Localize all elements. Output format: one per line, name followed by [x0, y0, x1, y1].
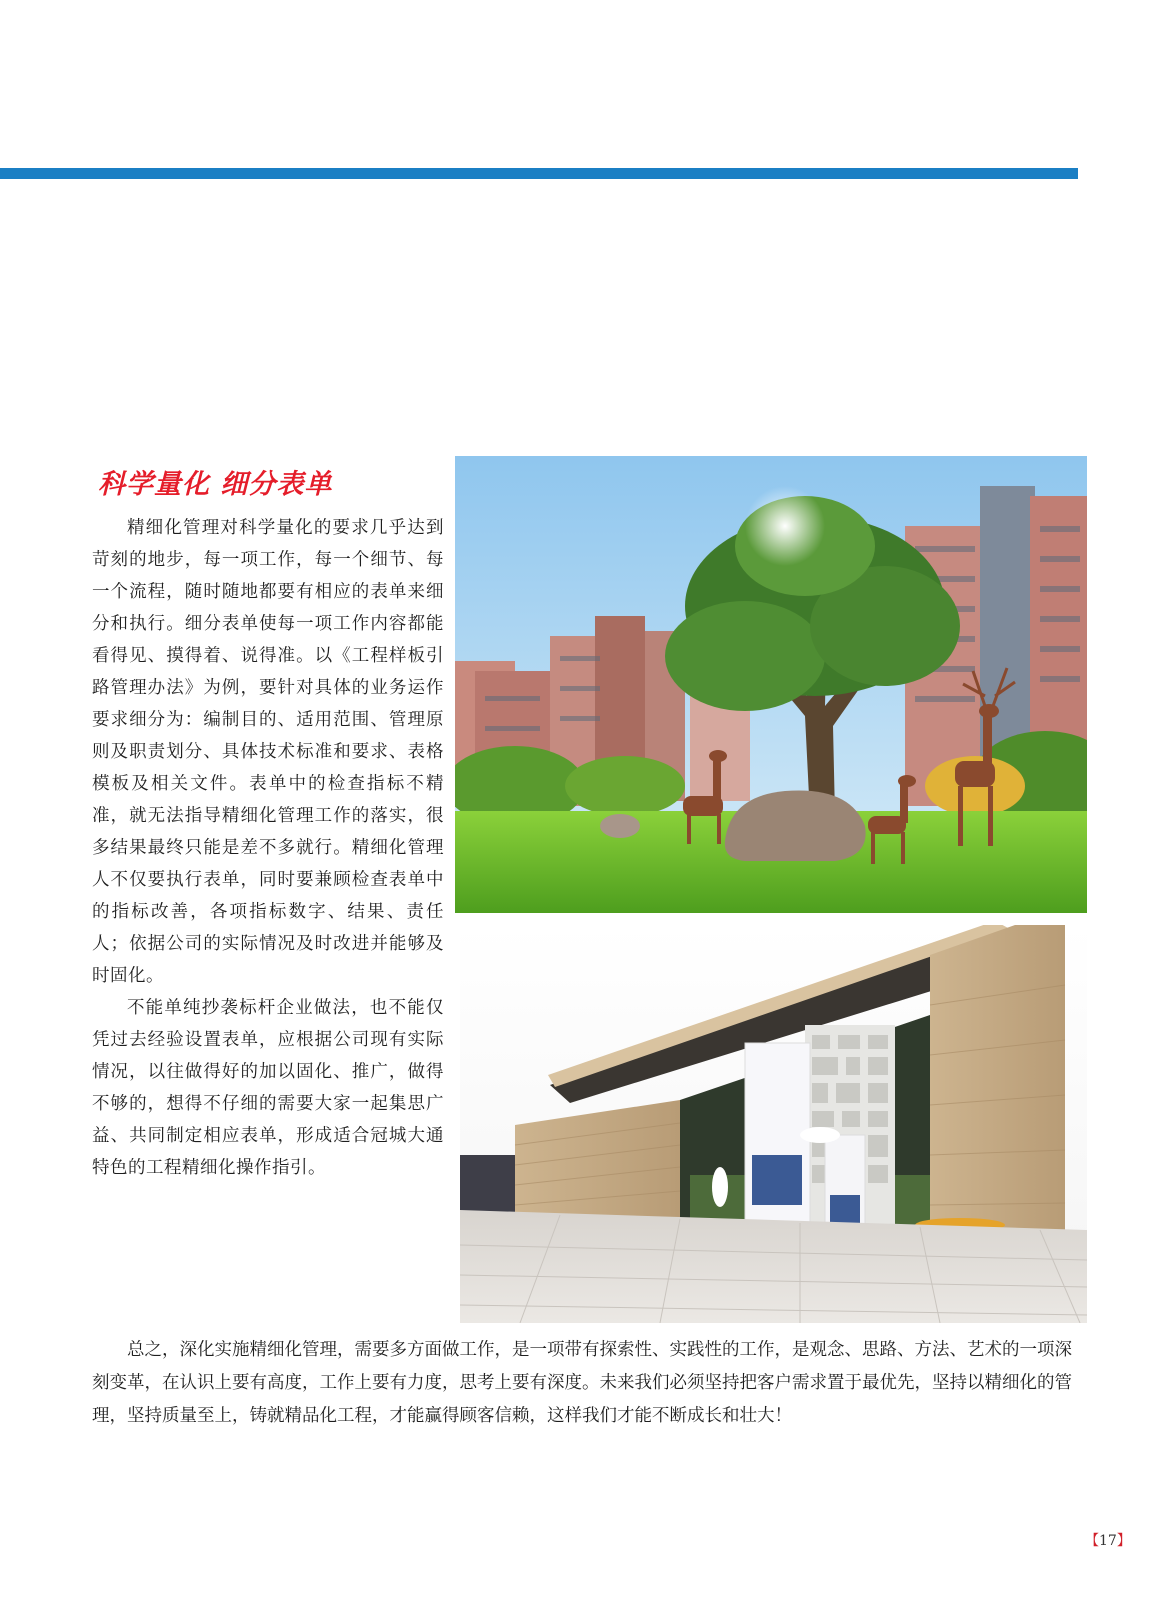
- page-number-open-bracket: 【: [1085, 1533, 1099, 1549]
- page-number-close-bracket: 】: [1116, 1533, 1131, 1549]
- paragraph: 精细化管理对科学量化的要求几乎达到苛刻的地步，每一项工作，每一个细节、每一个流程，随时随地都要有相应的表单来细分和执行。细分表单使每一项工作内容都能看得见、摸得着、说得准。以《工程样板引路管理办法》为例，要针对具体的业务运作要求细分为：编制目的、适用范围、管理原则及职责划分、具体技术标准和要求、表格模板及相关文件。表单中的检查指标不精准，就无法指导精细化管理工作的落实，很多结果最终只能是差不多就行。精细化管理人不仅要执行表单，同时要兼顾检查表单中的指标改善，各项指标数字、结果、责任人；依据公司的实际情况及时改进并能够及时固化。: [92, 518, 444, 986]
- page-number-value: 17: [1099, 1533, 1117, 1549]
- header-accent-bar: [0, 168, 1078, 179]
- entrance-gate-photo: [460, 925, 1087, 1323]
- paragraph: 总之，深化实施精细化管理，需要多方面做工作，是一项带有探索性、实践性的工作，是观念、思路、方法、艺术的一项深刻变革，在认识上要有高度，工作上要有力度，思考上要有深度。未来我们必须坚持把客户需求置于最优先，坚持以精细化的管理，坚持质量至上，铸就精品化工程，才能赢得顾客信赖，这样我们才能不断成长和壮大！: [92, 1340, 1072, 1426]
- garden-deer-sculpture-photo: [455, 456, 1087, 913]
- body-text-column: [92, 512, 444, 1184]
- page-number: [1085, 1530, 1131, 1550]
- paragraph: 不能单纯抄袭标杆企业做法，也不能仅凭过去经验设置表单，应根据公司现有实际情况，以往做得好的加以固化、推广，做得不够的，想得不仔细的需要大家一起集思广益、共同制定相应表单，形成适合冠城大通特色的工程精细化操作指引。: [92, 998, 444, 1178]
- section-title: 科学量化 细分表单: [98, 469, 333, 500]
- closing-paragraph: [92, 1334, 1072, 1433]
